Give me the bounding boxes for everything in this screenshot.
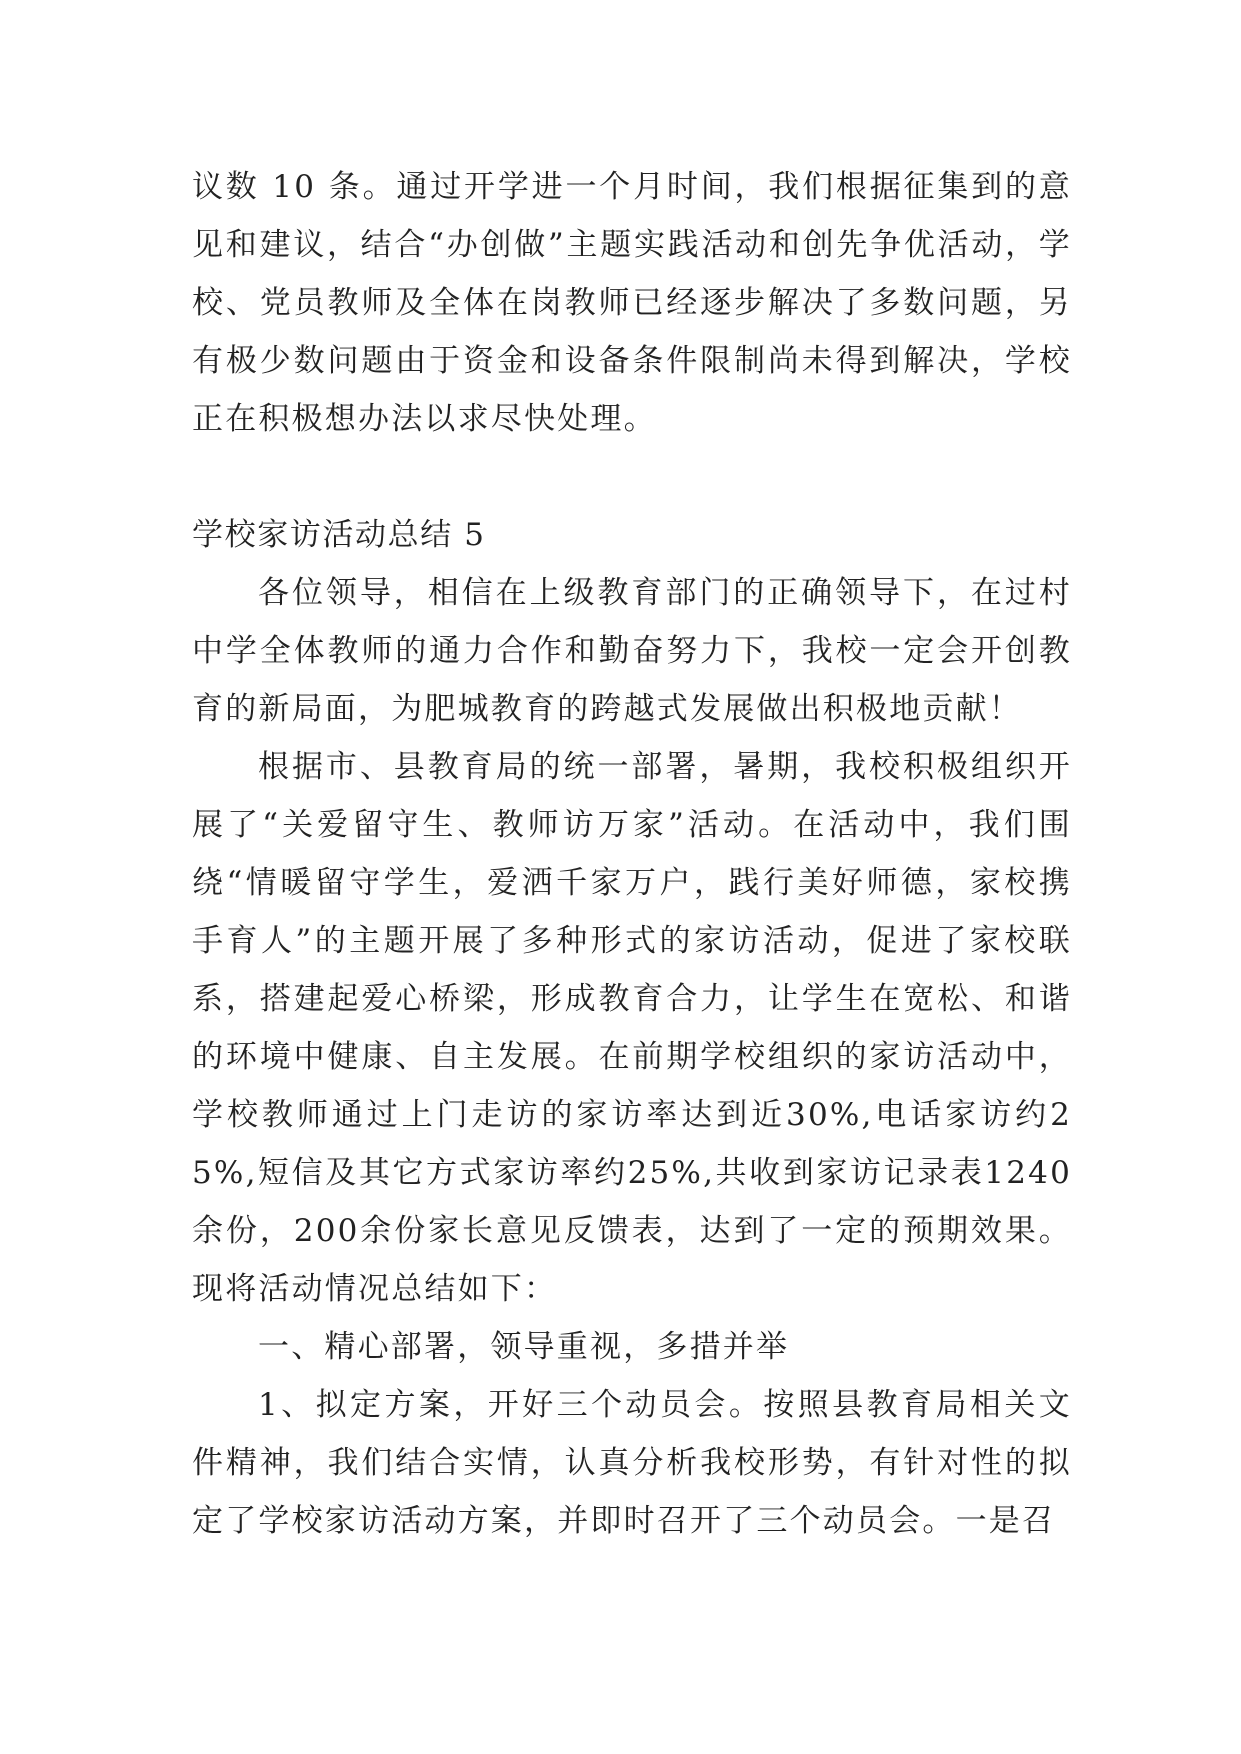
paragraph-summary: 根据市、县教育局的统一部署，暑期，我校积极组织开展了“关爱留守生、教师访万家”活动。在活动中，我们围绕“情暖留守学生，爱洒千家万户，践行美好师德，家校携手育人”的主题开展了多种形式的家访活动，促进了家校联系，搭建起爱心桥梁，形成教育合力，让学生在宽松、和谐的环境中健康、自主发展。在前期学校组织的家访活动中，学校教师通过上门走访的家访率达到近30%,电话家访约25%,短信及其它方式家访率约25%,共收到家访记录表1240余份，200余份家长意见反馈表，达到了一定的预期效果。现将活动情况总结如下：: [192, 749, 1072, 1307]
paragraph-plan: 1、拟定方案，开好三个动员会。按照县教育局相关文件精神，我们结合实情，认真分析我校形势，有针对性的拟定了学校家访活动方案，并即时召开了三个动员会。一是召: [192, 1387, 1072, 1539]
heading-deployment: 一、精心部署，领导重视，多措并举: [258, 1329, 790, 1365]
paragraph-leaders: 各位领导，相信在上级教育部门的正确领导下，在过村中学全体教师的通力合作和勤奋努力下，我校一定会开创教育的新局面，为肥城教育的跨越式发展做出积极地贡献！: [192, 575, 1072, 727]
paragraph-intro: 议数 10 条。通过开学进一个月时间，我们根据征集到的意见和建议，结合“办创做”主题实践活动和创先争优活动，学校、党员教师及全体在岗教师已经逐步解决了多数问题，另有极少数问题由于资金和设备条件限制尚未得到解决，学校正在积极想办法以求尽快处理。: [192, 169, 1072, 437]
document-body: [192, 158, 1072, 1550]
section-title: 学校家访活动总结 5: [192, 517, 486, 553]
section-spacer: [192, 448, 1072, 506]
